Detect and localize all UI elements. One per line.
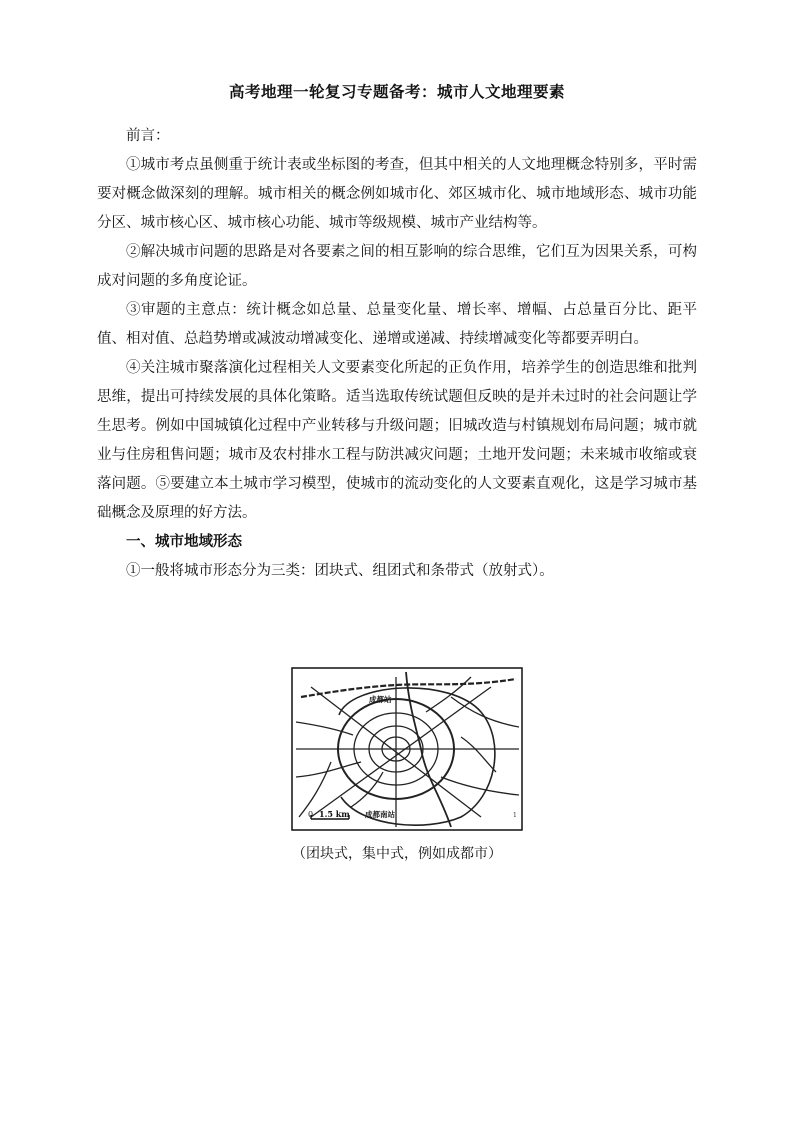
map-corner-mark: 1 [513,812,517,819]
section-paragraph: ①一般将城市形态分为三类：团块式、组团式和条带式（放射式）。 [126,563,554,579]
chengdu-city-map [291,667,523,831]
document-body [97,122,697,586]
paragraph-4: ④关注城市聚落演化过程相关人文要素变化所起的正负作用，培养学生的创造思维和批判思维，提出可持续发展的具体化策略。适当选取传统试题但反映的是并未过时的社会问题让学生思考。例如中国城镇化过程中产业转移与升级问题；旧城改造与村镇规划布局问题；城市就业与住房租售问题；城市及农村排水工程与防洪减灾问题；土地开发问题；未来城市收缩或衰落问题。⑤要建立本土城市学习模型，使城市的流动变化的人文要素直观化，这是学习城市基础概念及原理的好方法。 [97,360,697,521]
preface-label: 前言： [126,128,170,144]
map-caption: （团块式，集中式，例如成都市） [292,846,502,862]
paragraph-3: ③审题的主意点：统计概念如总量、总量变化量、增长率、增幅、占总量百分比、距平值、相对值、总趋势增或减波动增减变化、递增或递减、持续增减变化等都要弄明白。 [97,302,697,347]
section-heading: 一、城市地域形态 [126,534,242,550]
document-title: 高考地理一轮复习专题备考：城市人文地理要素 [228,83,565,101]
paragraph-2: ②解决城市问题的思路是对各要素之间的相互影响的综合思维，它们互为因果关系，可构成对问题的多角度论证。 [97,244,697,289]
station-north-label: 成都站 [369,695,392,704]
station-south-label: 成都南站 [365,810,395,819]
paragraph-1: ①城市考点虽侧重于统计表或坐标图的考查，但其中相关的人文地理概念特别多，平时需要对概念做深刻的理解。城市相关的概念例如城市化、郊区城市化、城市地域形态、城市功能分区、城市核心区、城市核心功能、城市等级规模、城市产业结构等。 [97,157,697,231]
scale-zero-label: 0 [308,810,314,819]
scale-distance-label: 1.5 km [319,809,350,819]
